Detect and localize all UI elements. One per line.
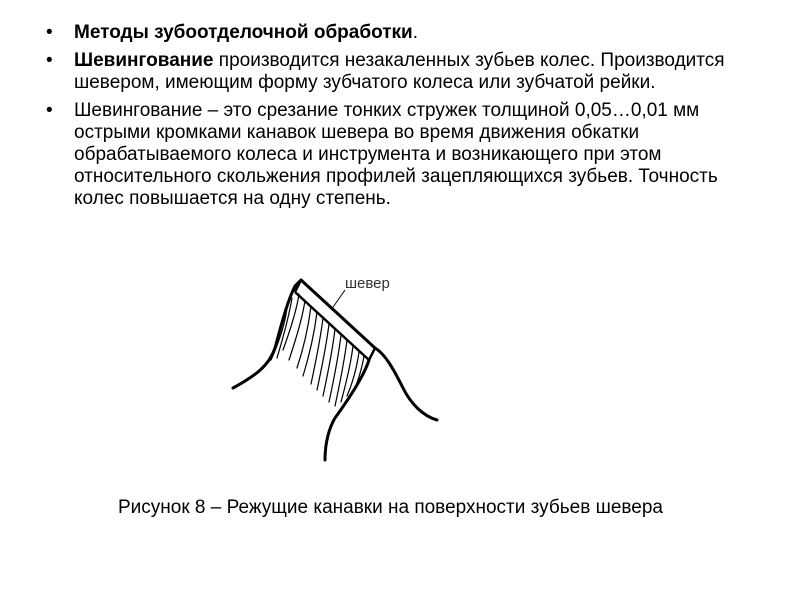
figure-caption: Рисунок 8 – Режущие канавки на поверхности зубьев шевера xyxy=(118,497,663,518)
bullet-text: . xyxy=(412,22,418,43)
shaver-label: шевер xyxy=(345,275,390,292)
shaver-tooth-drawing xyxy=(225,268,455,468)
tooth-right-flank xyxy=(325,360,369,460)
tooth-left-flank xyxy=(233,280,301,388)
shaver-tooth-figure xyxy=(225,268,455,468)
bullet-item-shaving-description xyxy=(46,100,766,210)
bullet-text: Шевингование – это срезание тонких стружек толщиной 0,05…0,01 мм острыми кромками канавок шевера во время движения обкатки обрабатываемого колеса и инструмента и возникающего при этом относительного скольжения профилей зацепляющихся зубьев. Точность колес повышается на одну степень. xyxy=(74,100,718,209)
bullet-marker: • xyxy=(46,22,53,43)
bullet-text: производится незакаленных зубьев колес. Производится шевером, имеющим форму зубчатого колеса или зубчатой рейки. xyxy=(74,50,725,93)
shaver-edge-end xyxy=(369,348,375,360)
bullet-item-shaving-definition xyxy=(46,50,766,94)
bullet-heading: Шевингование xyxy=(74,50,214,71)
bullet-item-methods xyxy=(46,22,766,44)
bullet-heading: Методы зубоотделочной обработки xyxy=(74,22,413,43)
bullet-marker: • xyxy=(46,100,53,121)
bullet-list xyxy=(46,22,766,216)
bullet-marker: • xyxy=(46,50,53,71)
label-leader-line xyxy=(331,290,345,310)
tooth-right-outer xyxy=(375,348,437,420)
